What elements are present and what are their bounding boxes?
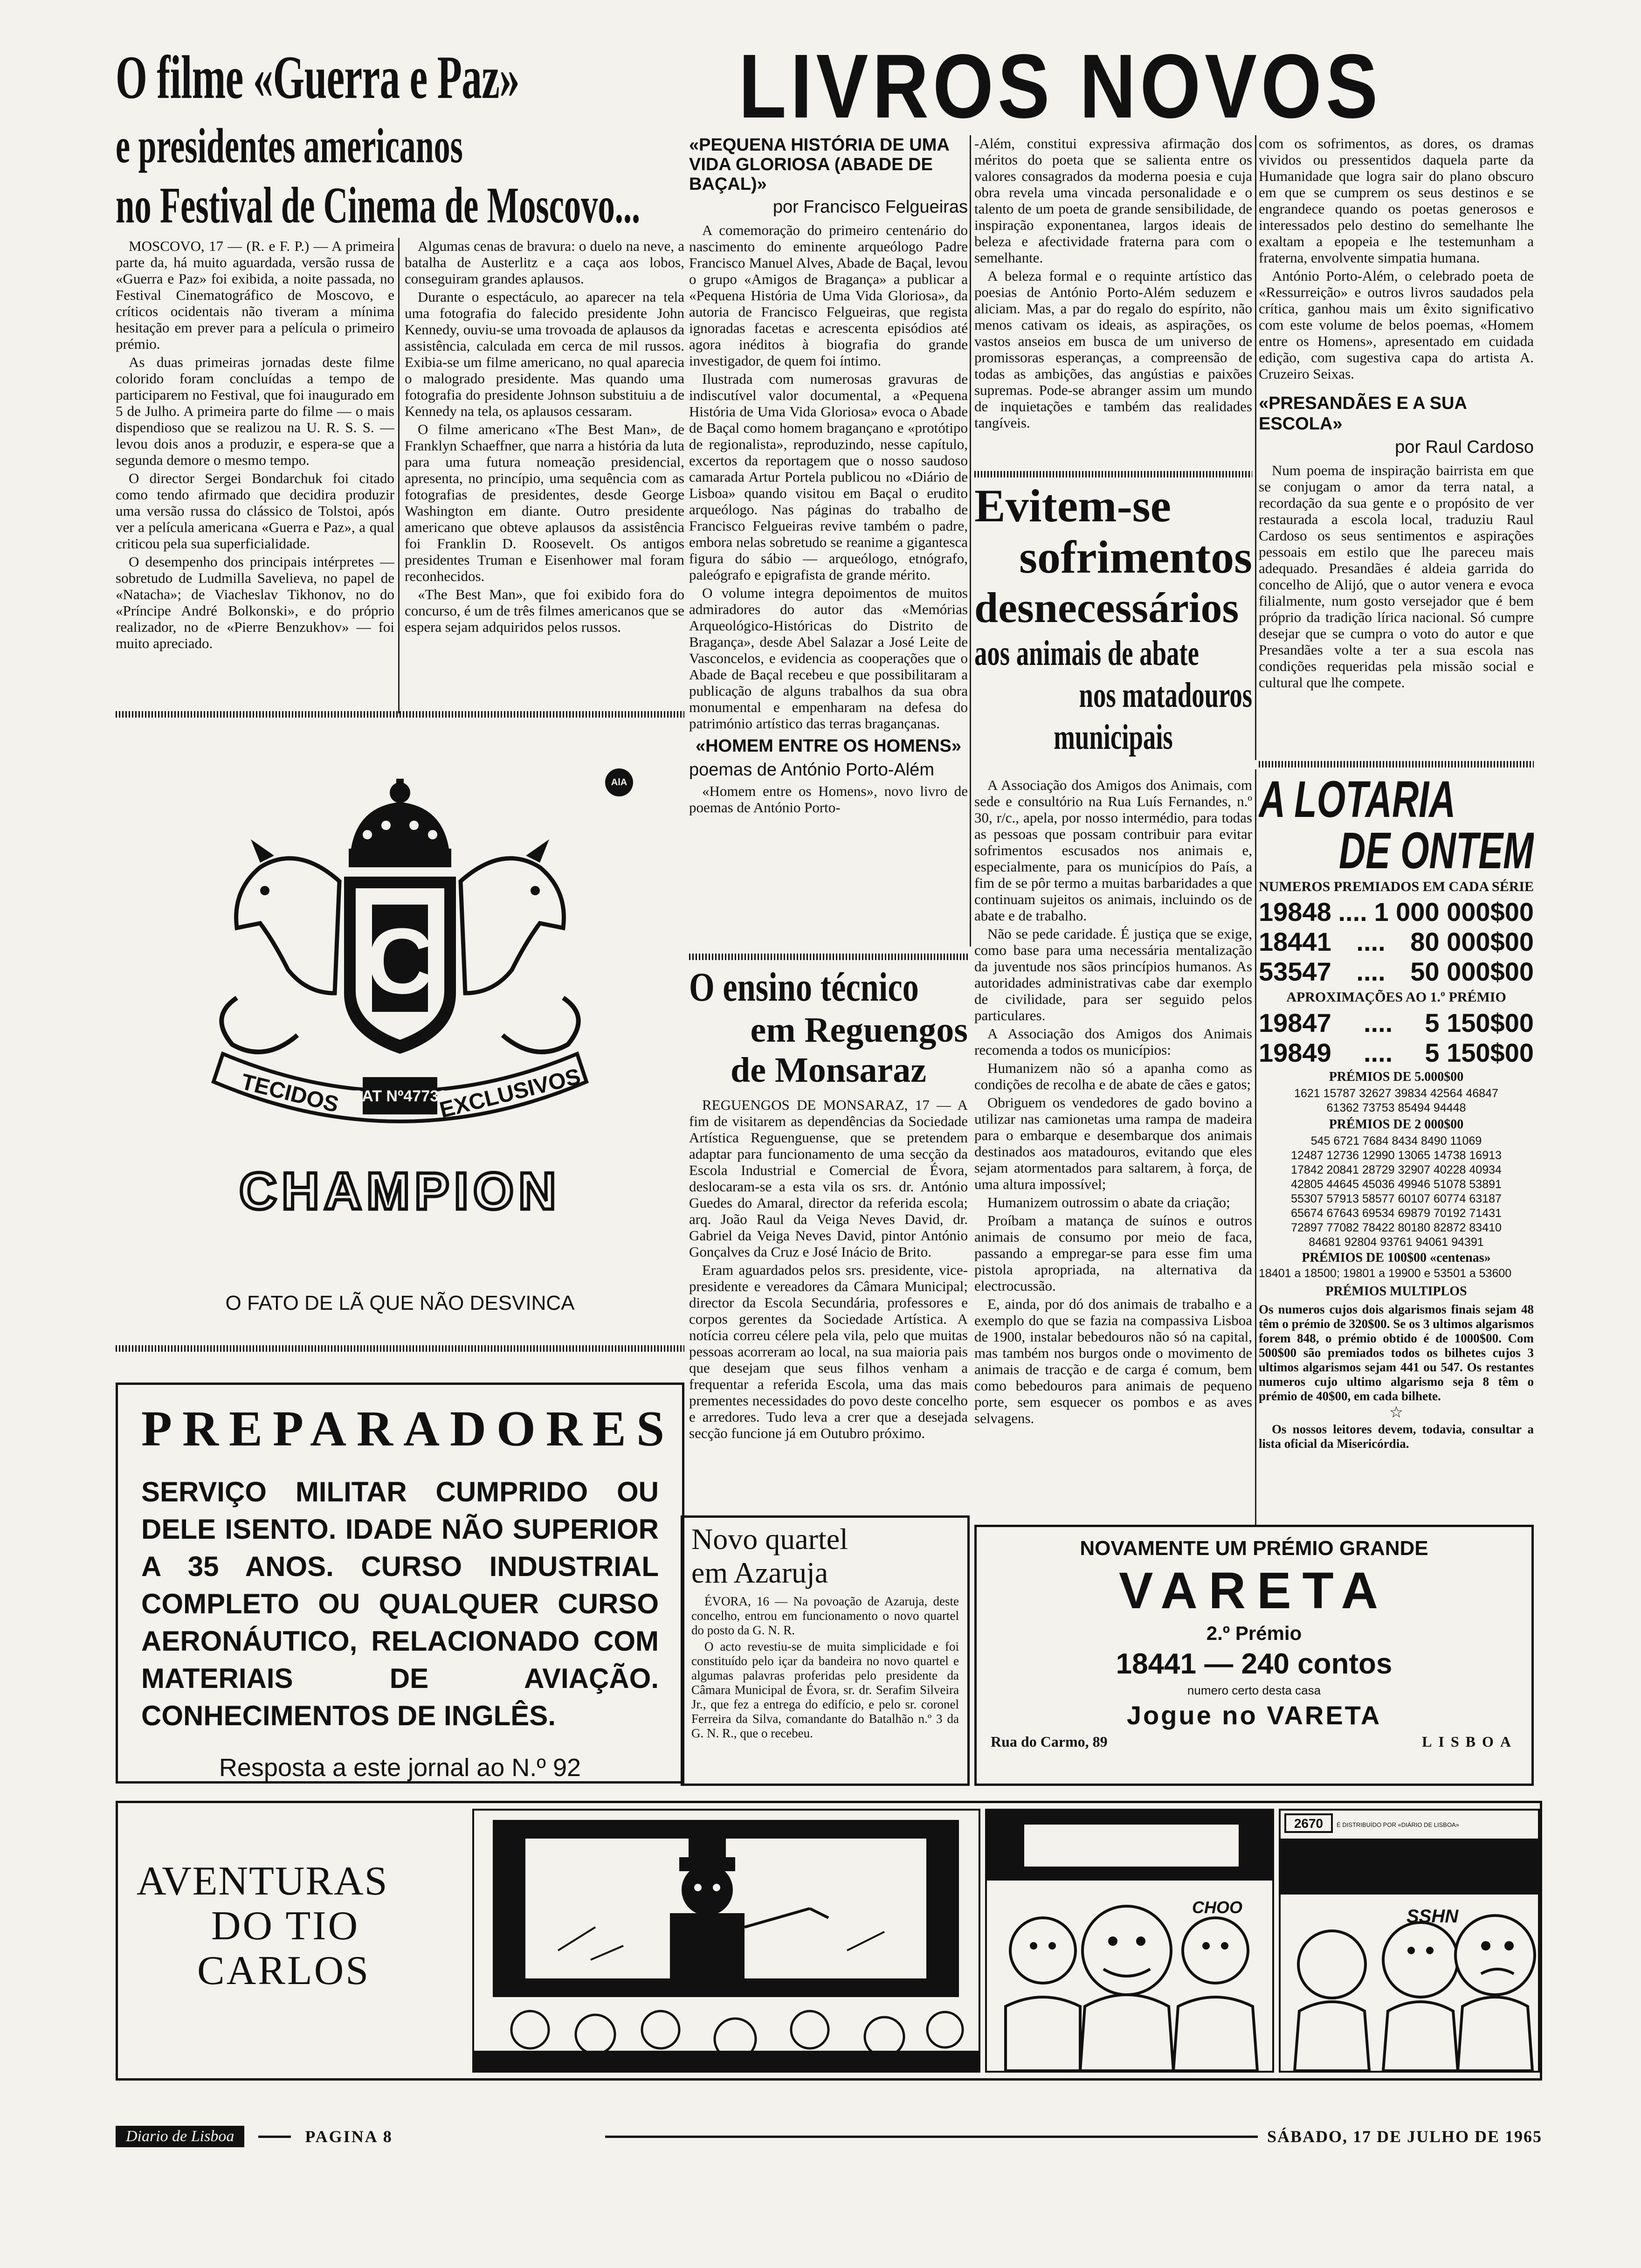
- body-paragraph: O acto revestiu-se de muita simplicidade e foi constituído pelo içar da bandeira no novo quartel e algumas palavras proferidas pelo presidente da Câmara Municipal de Évora, sr. dr. Serafim Silveira Jr., que fez a entrega do edifício, e pelo sr. coronel Ferreira da Silva, comandante do Batalhão n.º 3 da G. N. R., que o recebeu.: [691, 1639, 959, 1740]
- vareta-jogue: Jogue no VARETA: [1126, 1701, 1382, 1730]
- body-paragraph: com os sofrimentos, as dores, os dramas vividos ou pressentidos daquela parte da Humanidade que logra sair do plano obscuro em que se cumprem os seus destinos e se engrandece quando os poetas generosos e interessados pelo destino do semelhante lhe exaltam a epopeia e lhe testemunham a fraterna, envolvente simpatia humana.: [1259, 135, 1534, 266]
- column-rule: [1255, 769, 1256, 1525]
- body-paragraph: O volume integra depoimentos de muitos admiradores do autor das «Memórias Arqueológico-Históricas do Distrito de Bragança», desde Abel Salazar a José Leite de Vasconcelos, e evidencia as cooperações que o Abade de Baçal recebeu e que possibilitaram a publicação de alguns trabalhos da sua obra monumental e empenharam na defesa do património artístico das terras bragançanas.: [689, 585, 968, 732]
- footer-rule: [605, 2136, 1258, 2138]
- lotaria-panel: [1259, 774, 1534, 1520]
- body-paragraph: Eram aguardados pelos srs. presidente, vice-presidente e vereadores da Câmara Municipal; director da Escola Secundária, professores e corpos gerentes da Sociedade Artística. A notícia correu célere pela vila, pelo que muitas pessoas acorreram ao local, na sua maioria pais que desejam que seus filhos venham a frequentar a referida Escola, uma das mais prementes necessidades do povo deste concelho e arredores. Tudo leva a crer que a desejada secção funcione já em Outubro próximo.: [689, 1262, 968, 1441]
- lotaria-title-2: DE ONTEM: [1338, 822, 1534, 879]
- uncle-carlos-sshn-illustration-icon: [1281, 1811, 1538, 2071]
- section-divider: [1259, 761, 1534, 768]
- film-paragraph: O desempenho dos principais intérpretes — sobretudo de Ludmilla Savelieva, no papel de «Natacha»; de Viacheslav Tikhonov, no do «Príncipe André Bolkonski», e do próprio realizador, no de «Pierre Benzukhov» — foi muito apreciado.: [116, 553, 394, 651]
- lotaria-row: [1259, 1038, 1534, 1068]
- vareta-ad: [974, 1525, 1534, 1786]
- livros-column-a: [689, 135, 968, 881]
- lotaria-main-list: [1259, 897, 1534, 987]
- column-rule: [1255, 135, 1256, 760]
- quartel-body: [691, 1594, 959, 1741]
- film-article: [116, 43, 684, 718]
- body-paragraph: «Homem entre os Homens», novo livro de poemas de António Porto-: [689, 783, 968, 816]
- crest-letter: C: [366, 909, 434, 1013]
- preparadores-ad: [116, 1383, 684, 1784]
- livros-column-c: [1259, 135, 1534, 760]
- lotaria-p2000-list: [1259, 1134, 1534, 1250]
- lotaria-mult-text: Os numeros cujos dois algarismos finais sejam 48 têm o prémio de 320$00. Se os 3 ultimos algarismos forem 848, o prémio obtido é de 1000$00. Com 500$00 são premiados todos os bilhetes cujos 3 ultimos algarismos sejam 441 ou 547. Os restantes numeros cujo ultimo algarismo seja 8 têm o prémio de 40$00, em cada bilhete.: [1259, 1302, 1534, 1403]
- body-paragraph: A beleza formal e o requinte artístico das poesias de António Porto-Além seduzem e aliciam. Mas, a par do regalo do espírito, não menos cativam os ideais, as aspirações, os vastos anseios em busca de um universo de promissoras esperanças, a compreensão de todas as ambições, das angústias e paixões supremas. Pode-se abranger assim um mundo de inquietações e também das realidades tangíveis.: [974, 268, 1252, 431]
- quartel-article: [681, 1515, 970, 1786]
- lotaria-prize: 5 150$00: [1425, 1038, 1534, 1067]
- body-paragraph: -Além, constitui expressiva afirmação dos méritos do poeta que se salienta entre os valores consagrados da moderna poesia e cuja obra revela uma vincada personalidade e o talento de um poeta de grande sensibilidade, de inspiração exponentanea, largos ideais de beleza e afectividade fraterna para com o semelhante.: [974, 135, 1252, 266]
- champion-ad: [116, 741, 684, 1348]
- vareta-premio: 2.º Prémio: [1206, 1622, 1302, 1644]
- body-paragraph: Humanizem outrossim o abate da criação;: [987, 1194, 1230, 1210]
- lotaria-number: 19847: [1259, 1008, 1331, 1037]
- section-divider: [974, 471, 1252, 477]
- lotaria-row: [1259, 1008, 1534, 1038]
- livros-column-b: [974, 135, 1252, 471]
- comic-credit: É DISTRIBUÍDO POR «DIÁRIO DE LISBOA»: [1337, 1821, 1459, 1828]
- comic-panel-2: [985, 1809, 1274, 2073]
- section-divider: [116, 1345, 684, 1352]
- lotaria-number: 18441: [1259, 927, 1331, 956]
- lotaria-p5000-list: [1259, 1086, 1534, 1115]
- lotaria-number: 19849: [1259, 1038, 1331, 1067]
- vareta-address: Rua do Carmo, 89: [991, 1733, 1108, 1750]
- ribbon-left-text: TECIDOS: [238, 1069, 341, 1118]
- body-paragraph: A comemoração do primeiro centenário do nascimento do eminente arqueólogo Padre Francisco Manuel Alves, Abade de Baçal, levou o grupo «Amigos de Bragança» a publicar a «Pequena História de Uma Vida Gloriosa», da autoria de Francisco Felgueiras, que regista ignoradas facetas e acrescenta episódios até agora inéditos à biografia do grande investigador, de quem foi íntimo.: [689, 222, 968, 369]
- lotaria-number-row: 72897 77082 78422 80180 82872 83410: [1291, 1221, 1502, 1234]
- vareta-top: NOVAMENTE UM PRÉMIO GRANDE: [1080, 1537, 1428, 1560]
- lotaria-p5000-header: PRÉMIOS DE 5.000$00: [1329, 1070, 1464, 1084]
- comic-number: 2670: [1294, 1816, 1324, 1831]
- body-paragraph: Proíbam a matança de suínos e outros animais de consumo por meio de faca, passando a empregar-se para esse fim uma pistola apropriada, na alternativa da electrocussão.: [974, 1212, 1252, 1294]
- body-paragraph: A Associação dos Amigos dos Animais recomenda a todos os municípios:: [974, 1025, 1252, 1058]
- article-body: [1259, 135, 1534, 382]
- preparadores-reply: Resposta a este jornal ao N.º 92: [219, 1754, 581, 1782]
- film-paragraph: MOSCOVO, 17 — (R. e F. P.) — A primeira parte da, há muito aguardada, versão russa de «Guerra e Paz» foi exibida, a noite passada, no Festival Cinematográfico de Moscovo, e críticos ocidentais não tiveram a mínima hesitação em prever para a película o primeiro prémio.: [116, 238, 394, 352]
- sfx-sshn: SSHN: [1407, 1906, 1459, 1927]
- masthead-logo: Diario de Lisboa: [116, 2126, 244, 2147]
- page-date: SÁBADO, 17 DE JULHO DE 1965: [1267, 2127, 1542, 2146]
- lotaria-note: Os nossos leitores devem, todavia, consultar a lista oficial da Misericórdia.: [1259, 1422, 1534, 1451]
- lotaria-row: [1259, 897, 1534, 927]
- vareta-sub: numero certo desta casa: [1187, 1683, 1321, 1697]
- star-icon: ☆: [1389, 1404, 1404, 1421]
- vareta-city: LISBOA: [1422, 1733, 1517, 1750]
- ensino-headline-1: O ensino técnico: [689, 965, 919, 1010]
- evitem-article: [974, 480, 1252, 1515]
- body-paragraph: António Porto-Além, o celebrado poeta de «Ressurreição» e outros livros saudados pela crítica, ganhou mais um êxito significativo com este volume de belos poemas, «Homem entre os Homens», apresentado em cuidada edição, com sugestiva capa do artista A. Cruzeiro Seixas.: [1259, 268, 1534, 382]
- ribbon-right-text: EXCLUSIVOS: [437, 1064, 583, 1123]
- lotaria-number-row: 42805 44645 45036 49946 51078 53891: [1291, 1178, 1502, 1191]
- ensino-article: [689, 965, 968, 1511]
- lotaria-aprox-list: [1259, 1008, 1534, 1068]
- body-paragraph: ÉVORA, 16 — Na povoação de Azaruja, deste concelho, entrou em funcionamento o novo quartel do posto da G. N. R.: [691, 1594, 959, 1637]
- byline: por Francisco Felgueiras: [772, 197, 968, 217]
- section-divider: [689, 954, 968, 960]
- lotaria-dots: ....: [1356, 957, 1386, 986]
- vareta-number: 18441 — 240 contos: [1116, 1648, 1393, 1680]
- lotaria-row: [1259, 927, 1534, 957]
- evitem-headline-2: sofrimentos: [1019, 531, 1252, 583]
- article-body: [689, 783, 968, 816]
- lotaria-number-row: 84681 92804 93761 94061 94391: [1309, 1236, 1484, 1249]
- body-paragraph: Não se pede caridade. É justiça que se exige, como base para uma necessária mentalização da juventude nos sãos princípios humanos. As autoridades administrativas cabe dar exemplo de civilidade, para ser seguido pelos particulares.: [974, 926, 1252, 1023]
- comic-panel-1: [472, 1809, 980, 2073]
- lotaria-number-row: 65674 67643 69534 69879 70192 71431: [1291, 1207, 1502, 1220]
- section-divider: [116, 711, 684, 718]
- footer-dash: [258, 2136, 291, 2138]
- champion-brand: [116, 1161, 684, 1221]
- evitem-headline-6: municipais: [1054, 718, 1173, 757]
- film-headline-2: e presidentes americanos: [116, 118, 463, 173]
- comic-title-2: DO TIO: [211, 1903, 360, 1949]
- comic-title-3: CARLOS: [197, 1948, 371, 1993]
- lotaria-dots: ....: [1356, 927, 1386, 956]
- article-body: [689, 222, 968, 732]
- body-paragraph: Humanizem não só a apanha como as condições de recolha e de abate de cães e gatos;: [974, 1060, 1252, 1093]
- vareta-footer: [991, 1732, 1517, 1751]
- film-headline-3: no Festival de Cinema de Moscovo...: [116, 177, 641, 234]
- lotaria-number-row: 12487 12736 12990 13065 14738 16913: [1291, 1149, 1502, 1162]
- lotaria-title-1: A LOTARIA: [1259, 774, 1456, 828]
- column-rule: [970, 135, 971, 947]
- body-paragraph: Num poema de inspiração bairrista em que se conjugam o amor da terra natal, a recordação da sua gente e o propósito de ver restaurada a escola local, traduziu Raul Cardoso os seus sentimentos e aspirações pessoais em estilo que lhe pareceu mais adequado. Presandães é aldeia garrida do concelho de Alijó, que o autor venera e evoca filialmente, num gosto versejador que é bem próprio da tradição lírica nacional. Só cumpre desejar que se cumpra o voto do autor e que Presandães volte a ter a sua escola nas condições requeridas pela missão social e cultural que lhe compete.: [1259, 462, 1534, 691]
- lotaria-p2000-header: PRÉMIOS DE 2 000$00: [1329, 1117, 1464, 1132]
- film-paragraph: O director Sergei Bondarchuk foi citado como tendo afirmado que decidira produzir uma versão russa do clássico de Tolstoi, após ver a película americana «Guerra e Paz», a qual criticou pela sua superficialidade.: [116, 470, 394, 552]
- champion-brand-text: CHAMPION: [239, 1162, 561, 1220]
- lotaria-prize: 5 150$00: [1425, 1008, 1534, 1037]
- article-title: «HOMEM ENTRE OS HOMENS»: [695, 736, 962, 756]
- footer-left: [116, 2126, 393, 2147]
- lotaria-dots: ....: [1363, 1038, 1393, 1067]
- comic-strip: [116, 1801, 1542, 2081]
- film-column-2: [405, 238, 684, 718]
- lotaria-number-row: 545 6721 7684 8434 8490 11069: [1310, 1134, 1482, 1148]
- film-paragraph: As duas primeiras jornadas deste filme colorido foram concluídas a tempo de participarem no Festival, que foi inaugurado em 5 de Julho. A primeira parte do filme — o mais dispendioso que se realizou na U. R. S. S. — levou dois anos a produzir, e espera-se que a segunda demore o mesmo tempo.: [116, 354, 394, 468]
- lotaria-premiados-header: NUMEROS PREMIADOS EM CADA SÉRIE: [1259, 879, 1534, 894]
- evitem-headline-1: Evitem-se: [974, 480, 1172, 532]
- lotaria-prize: 80 000$00: [1410, 927, 1534, 956]
- lotaria-number-row: 17842 20841 28729 32907 40228 40934: [1291, 1163, 1502, 1176]
- movie-audience-illustration-icon: [474, 1811, 979, 2071]
- ensino-body: [689, 1097, 968, 1441]
- body-paragraph: Obriguem os vendedores de gado bovino a utilizar nas camionetas uma rampa de madeira para o embarque e desembarque dos animais destinados aos matadouros, evitando que eles sejam atormentados para saltarem, à força, de uma altura impossível;: [974, 1094, 1252, 1192]
- sfx-choo: CHOO: [1192, 1898, 1242, 1917]
- body-paragraph: E, ainda, por dó dos animais de trabalho e a exemplo do que se fazia na compassiva Lisboa de 1900, instalar bebedouros não só na capital, mas também nos burgos onde o movimento de animais de tracção e de carga é comum, bem como bebedouros para animais de pequeno porte, sem esquecer os pombos e as aves selvagens.: [974, 1296, 1252, 1426]
- lotaria-mult-header: PRÉMIOS MULTIPLOS: [1325, 1284, 1467, 1299]
- evitem-body: [974, 777, 1252, 1426]
- evitem-headline-3: desnecessários: [974, 584, 1239, 631]
- lotaria-prize: 1 000 000$00: [1374, 897, 1534, 927]
- ensino-headline-3: de Monsaraz: [730, 1051, 927, 1090]
- champion-crest-icon: [181, 774, 619, 1138]
- lotaria-dots: ....: [1338, 897, 1367, 927]
- comic-title-1: AVENTURAS: [137, 1859, 388, 1904]
- comic-title-block: [137, 1859, 398, 1993]
- byline: poemas de António Porto-Além: [689, 760, 934, 780]
- ensino-headline-2: em Reguengos: [750, 1010, 968, 1050]
- evitem-headline-5: nos matadouros: [1079, 676, 1252, 715]
- lotaria-number-row: 1621 15787 32627 39834 42564 46847: [1294, 1087, 1498, 1100]
- lotaria-dots: ....: [1363, 1008, 1393, 1037]
- film-paragraph: «The Best Man», que foi exibido fora do concurso, é um de três filmes americanos que se espera sejam adquiridos pelos russos.: [405, 586, 684, 635]
- lotaria-row: [1259, 957, 1534, 987]
- page-number: PAGINA 8: [305, 2127, 393, 2146]
- lotaria-number: 19848: [1259, 897, 1331, 927]
- film-column-1: [116, 238, 394, 718]
- film-headline-1: O filme «Guerra e Paz»: [116, 43, 520, 111]
- evitem-headline-4: aos animais de abate: [974, 634, 1199, 673]
- livros-headline: [690, 41, 1385, 134]
- article-body: [1259, 462, 1534, 691]
- ribbon-mid-text: PAT Nº47738: [352, 1087, 448, 1105]
- comic-panel-3: [1279, 1809, 1540, 2073]
- preparadores-body: SERVIÇO MILITAR CUMPRIDO OU DELE ISENTO. IDADE NÃO SUPERIOR A 35 ANOS. CURSO INDUSTRIAL COMPLETO OU QUALQUER CURSO AERONÁUTICO, RELACIONADO COM MATERIAIS DE AVIAÇÃO. CONHECIMENTOS DE INGLÊS.: [141, 1476, 659, 1731]
- byline: por Raul Cardoso: [1395, 437, 1534, 457]
- footer-right: [605, 2127, 1542, 2146]
- vareta-brand: VARETA: [1119, 1562, 1389, 1619]
- uncle-carlos-choo-illustration-icon: [987, 1811, 1272, 2071]
- quartel-headline-2: em Azaruja: [691, 1556, 828, 1589]
- livros-headline-text: LIVROS NOVOS: [738, 41, 1382, 134]
- lotaria-aprox-header: APROXIMAÇÕES AO 1.º PRÉMIO: [1286, 989, 1506, 1005]
- film-paragraph: Algumas cenas de bravura: o duelo na neve, a batalha de Austerlitz e a caça aos lobos, conseguiram grandes aplausos.: [405, 238, 684, 287]
- lotaria-number: 53547: [1259, 957, 1331, 986]
- aia-badge-text: AlA: [611, 777, 627, 788]
- body-paragraph: A Associação dos Amigos dos Animais, com sede e consultório na Rua Luís Fernandes, n.º 30, r/c., apela, por nosso intermédio, para todas as pessoas que possam contribuir para evitar sofrimentos escusados nos animais e, especialmente, para os municípios do País, a fim de se pôr termo a muitas barbaridades a que continuam sujeitos os animais, incluindo os de abate e de trabalho.: [974, 777, 1252, 924]
- lotaria-p100-text: 18401 a 18500; 19801 a 19900 e 53501 a 53600: [1259, 1267, 1512, 1280]
- preparadores-title: PREPARADORES: [141, 1401, 675, 1457]
- body-paragraph: Ilustrada com numerosas gravuras de indiscutível valor documental, a «Pequena História de Uma Vida Gloriosa» evoca o Abade de Baçal como homem bragançano e «protótipo de regionalista», reproduzindo, nesse capítulo, excertos da reportagem que o nosso saudoso camarada Artur Portela publicou no «Diário de Lisboa» quando visitou em Baçal o erudito arqueólogo. Nas páginas do trabalho de Francisco Felgueiras revive também o padre, embora nelas sobretudo se reanime a gigantesca figura do sábio — arqueólogo, etnógrafo, paleógrafo e epigrafista de grande mérito.: [689, 371, 968, 583]
- lotaria-number-row: 61362 73753 85494 94448: [1326, 1101, 1466, 1114]
- column-rule: [398, 238, 400, 713]
- page-footer: [116, 2123, 1542, 2150]
- film-paragraph: Durante o espectáculo, ao aparecer na tela uma fotografia do falecido presidente John Kennedy, ouviu-se uma trovoada de aplausos da assistência, calculada em cerca de mil russos. Exibia-se um filme americano, no qual aparecia o malogrado presidente. Mas quando uma fotografia do presidente Johnson substituiu a de Kennedy na tela, os aplausos cessaram.: [405, 289, 684, 419]
- article-title: «PRESANDÃES E A SUA ESCOLA»: [1259, 394, 1467, 434]
- lotaria-number-row: 55307 57913 58577 60107 60774 63187: [1291, 1192, 1502, 1205]
- lotaria-prize: 50 000$00: [1410, 957, 1534, 986]
- film-paragraph: O filme americano «The Best Man», de Franklyn Schaeffner, que narra a história da luta para uma futura nomeação presidencial, apresenta, no princípio, uma sequência com as fotografias de presidentes, desde George Washington em diante. Outro presidente americano que obteve aplausos da assistência foi Franklin D. Roosevelt. Os antigos presidentes Truman e Eisenhower mal foram reconhecidos.: [405, 421, 684, 584]
- lotaria-p100-header: PRÉMIOS DE 100$00 «centenas»: [1302, 1251, 1491, 1265]
- quartel-headline-1: Novo quartel: [691, 1522, 848, 1556]
- champion-tagline: O FATO DE LÃ QUE NÃO DESVINCA: [225, 1292, 575, 1314]
- article-title: «PEQUENA HISTÓRIA DE UMA VIDA GLORIOSA (ABADE DE BAÇAL)»: [689, 135, 949, 194]
- body-paragraph: REGUENGOS DE MONSARAZ, 17 — A fim de visitarem as dependências da Sociedade Artística Reguenguense, que se pretendem adaptar para funcionamento de uma secção da Escola Industrial e Comercial de Évora, deslocaram-se a esta vila os srs. dr. António Guedes do Amaral, director da referida escola; arq. João Raul da Veiga Neves David, dr. Gabriel da Veiga Neves David, pintor António Gonçalves da Cruz e José Inácio de Brito.: [689, 1097, 968, 1260]
